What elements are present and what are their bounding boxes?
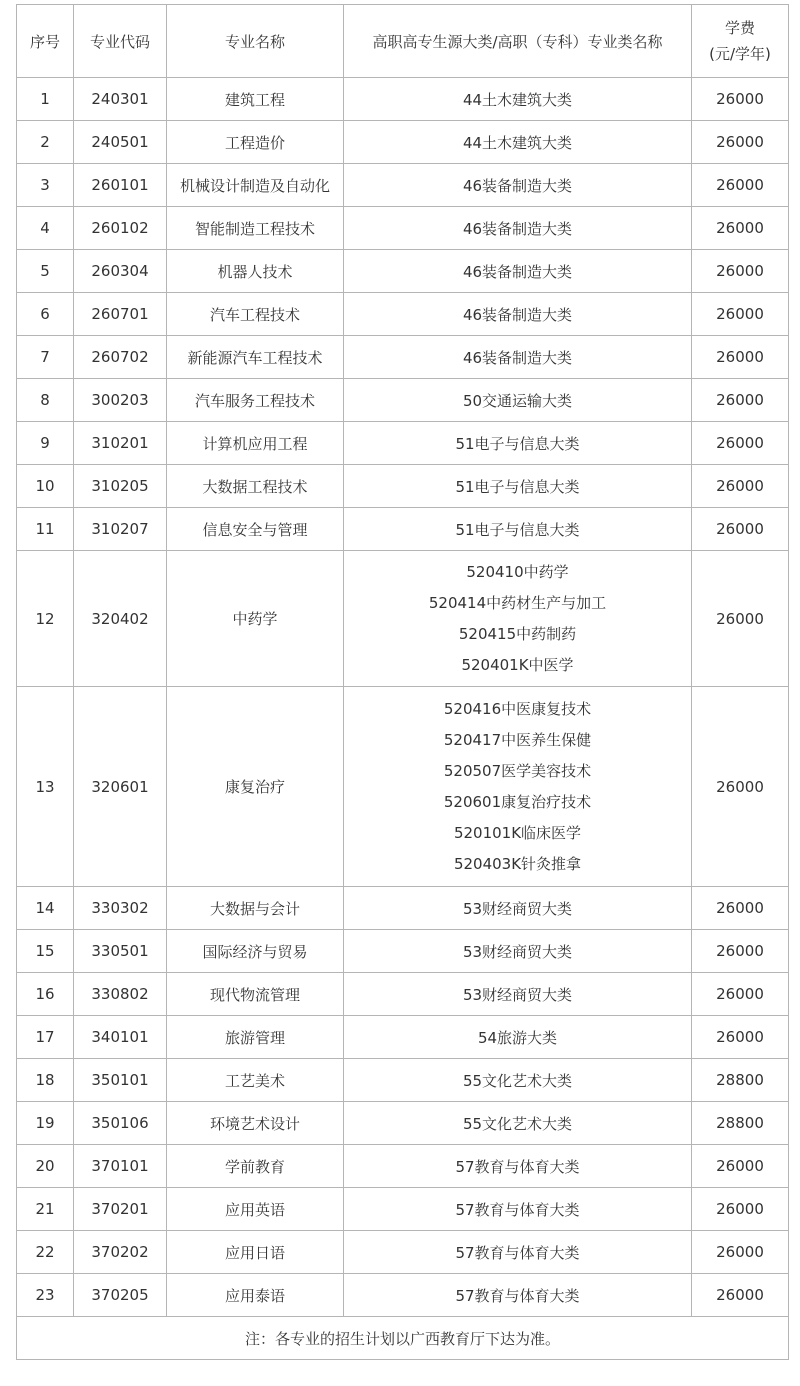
category-line: 520507医学美容技术 bbox=[443, 761, 592, 780]
cell-code: 340101 bbox=[74, 1016, 167, 1059]
table-row bbox=[17, 1231, 789, 1274]
table-row bbox=[17, 1059, 789, 1102]
category-line: 520415中药制药 bbox=[458, 624, 577, 643]
cell-category: 57教育与体育大类 bbox=[344, 1188, 692, 1231]
table-row bbox=[17, 293, 789, 336]
cell-code: 350106 bbox=[74, 1102, 167, 1145]
category-line: 520410中药学 bbox=[466, 562, 569, 581]
table-row bbox=[17, 1016, 789, 1059]
table-row bbox=[17, 422, 789, 465]
table-row bbox=[17, 250, 789, 293]
header-fee bbox=[692, 5, 789, 78]
cell-category: 44土木建筑大类 bbox=[344, 78, 692, 121]
table-row bbox=[17, 336, 789, 379]
cell-fee: 26000 bbox=[692, 973, 789, 1016]
cell-category: 53财经商贸大类 bbox=[344, 887, 692, 930]
cell-name: 应用日语 bbox=[167, 1231, 344, 1274]
cell-name: 汽车工程技术 bbox=[167, 293, 344, 336]
cell-name: 机械设计制造及自动化 bbox=[167, 164, 344, 207]
table-row bbox=[17, 687, 789, 887]
cell-index: 9 bbox=[17, 422, 74, 465]
cell-index: 8 bbox=[17, 379, 74, 422]
cell-fee: 26000 bbox=[692, 465, 789, 508]
cell-fee: 26000 bbox=[692, 1016, 789, 1059]
header-fee-label: 学费 bbox=[724, 19, 755, 37]
cell-category: 46装备制造大类 bbox=[344, 250, 692, 293]
cell-category: 46装备制造大类 bbox=[344, 336, 692, 379]
cell-name: 学前教育 bbox=[167, 1145, 344, 1188]
category-line: 520417中医养生保健 bbox=[443, 730, 592, 749]
cell-index: 3 bbox=[17, 164, 74, 207]
cell-fee: 28800 bbox=[692, 1102, 789, 1145]
cell-fee: 26000 bbox=[692, 1274, 789, 1317]
cell-index: 19 bbox=[17, 1102, 74, 1145]
cell-name: 应用泰语 bbox=[167, 1274, 344, 1317]
cell-code: 300203 bbox=[74, 379, 167, 422]
cell-name: 建筑工程 bbox=[167, 78, 344, 121]
cell-category: 46装备制造大类 bbox=[344, 207, 692, 250]
table-row bbox=[17, 1188, 789, 1231]
cell-code: 330802 bbox=[74, 973, 167, 1016]
cell-category bbox=[344, 551, 692, 687]
cell-code: 260101 bbox=[74, 164, 167, 207]
cell-code: 330501 bbox=[74, 930, 167, 973]
cell-category: 55文化艺术大类 bbox=[344, 1059, 692, 1102]
cell-index: 7 bbox=[17, 336, 74, 379]
cell-category: 54旅游大类 bbox=[344, 1016, 692, 1059]
category-line: 520401K中医学 bbox=[461, 655, 574, 674]
cell-fee: 26000 bbox=[692, 1145, 789, 1188]
cell-fee: 26000 bbox=[692, 293, 789, 336]
cell-category: 57教育与体育大类 bbox=[344, 1231, 692, 1274]
category-line: 520403K针灸推拿 bbox=[453, 854, 582, 873]
cell-name: 计算机应用工程 bbox=[167, 422, 344, 465]
header-code: 专业代码 bbox=[74, 5, 167, 78]
cell-index: 2 bbox=[17, 121, 74, 164]
category-line: 520101K临床医学 bbox=[453, 823, 582, 842]
cell-code: 240501 bbox=[74, 121, 167, 164]
cell-code: 260702 bbox=[74, 336, 167, 379]
cell-category: 44土木建筑大类 bbox=[344, 121, 692, 164]
table-row bbox=[17, 1102, 789, 1145]
cell-fee: 26000 bbox=[692, 887, 789, 930]
cell-category: 55文化艺术大类 bbox=[344, 1102, 692, 1145]
cell-code: 310205 bbox=[74, 465, 167, 508]
cell-code: 350101 bbox=[74, 1059, 167, 1102]
tuition-table bbox=[16, 4, 789, 1360]
table-row bbox=[17, 508, 789, 551]
cell-index: 11 bbox=[17, 508, 74, 551]
category-line: 520416中医康复技术 bbox=[443, 699, 592, 718]
cell-index: 22 bbox=[17, 1231, 74, 1274]
cell-index: 14 bbox=[17, 887, 74, 930]
category-line: 520601康复治疗技术 bbox=[443, 792, 592, 811]
table-row bbox=[17, 551, 789, 687]
cell-index: 13 bbox=[17, 687, 74, 887]
cell-category: 53财经商贸大类 bbox=[344, 930, 692, 973]
cell-index: 21 bbox=[17, 1188, 74, 1231]
cell-code: 260102 bbox=[74, 207, 167, 250]
cell-index: 1 bbox=[17, 78, 74, 121]
cell-name: 现代物流管理 bbox=[167, 973, 344, 1016]
cell-name: 信息安全与管理 bbox=[167, 508, 344, 551]
table-row bbox=[17, 164, 789, 207]
table-row bbox=[17, 973, 789, 1016]
cell-fee: 26000 bbox=[692, 1188, 789, 1231]
cell-fee: 26000 bbox=[692, 1231, 789, 1274]
cell-name: 工程造价 bbox=[167, 121, 344, 164]
cell-fee: 26000 bbox=[692, 164, 789, 207]
cell-category: 46装备制造大类 bbox=[344, 164, 692, 207]
cell-name: 智能制造工程技术 bbox=[167, 207, 344, 250]
cell-index: 12 bbox=[17, 551, 74, 687]
cell-code: 370101 bbox=[74, 1145, 167, 1188]
cell-index: 10 bbox=[17, 465, 74, 508]
cell-category: 57教育与体育大类 bbox=[344, 1145, 692, 1188]
category-line: 520414中药材生产与加工 bbox=[428, 593, 607, 612]
cell-name: 旅游管理 bbox=[167, 1016, 344, 1059]
cell-category: 53财经商贸大类 bbox=[344, 973, 692, 1016]
cell-fee: 26000 bbox=[692, 422, 789, 465]
cell-category: 57教育与体育大类 bbox=[344, 1274, 692, 1317]
cell-index: 6 bbox=[17, 293, 74, 336]
cell-fee: 26000 bbox=[692, 379, 789, 422]
header-index: 序号 bbox=[17, 5, 74, 78]
header-name: 专业名称 bbox=[167, 5, 344, 78]
cell-fee: 26000 bbox=[692, 336, 789, 379]
cell-index: 18 bbox=[17, 1059, 74, 1102]
cell-fee: 26000 bbox=[692, 207, 789, 250]
table-row bbox=[17, 207, 789, 250]
table-row bbox=[17, 887, 789, 930]
cell-fee: 26000 bbox=[692, 121, 789, 164]
cell-category: 51电子与信息大类 bbox=[344, 465, 692, 508]
note-row bbox=[17, 1317, 789, 1360]
cell-name: 大数据工程技术 bbox=[167, 465, 344, 508]
cell-name: 应用英语 bbox=[167, 1188, 344, 1231]
cell-code: 310207 bbox=[74, 508, 167, 551]
cell-name: 新能源汽车工程技术 bbox=[167, 336, 344, 379]
cell-fee: 28800 bbox=[692, 1059, 789, 1102]
cell-name: 大数据与会计 bbox=[167, 887, 344, 930]
table-row bbox=[17, 1274, 789, 1317]
cell-category: 46装备制造大类 bbox=[344, 293, 692, 336]
cell-index: 4 bbox=[17, 207, 74, 250]
cell-index: 20 bbox=[17, 1145, 74, 1188]
cell-index: 17 bbox=[17, 1016, 74, 1059]
cell-code: 370201 bbox=[74, 1188, 167, 1231]
cell-fee: 26000 bbox=[692, 508, 789, 551]
cell-category: 51电子与信息大类 bbox=[344, 422, 692, 465]
cell-name: 机器人技术 bbox=[167, 250, 344, 293]
cell-fee: 26000 bbox=[692, 551, 789, 687]
table-body bbox=[17, 78, 789, 1317]
table-row bbox=[17, 930, 789, 973]
cell-category bbox=[344, 687, 692, 887]
cell-fee: 26000 bbox=[692, 930, 789, 973]
cell-code: 310201 bbox=[74, 422, 167, 465]
cell-fee: 26000 bbox=[692, 250, 789, 293]
cell-name: 工艺美术 bbox=[167, 1059, 344, 1102]
cell-name: 汽车服务工程技术 bbox=[167, 379, 344, 422]
cell-name: 国际经济与贸易 bbox=[167, 930, 344, 973]
cell-name: 中药学 bbox=[167, 551, 344, 687]
cell-fee: 26000 bbox=[692, 687, 789, 887]
cell-category: 51电子与信息大类 bbox=[344, 508, 692, 551]
table-row bbox=[17, 78, 789, 121]
cell-code: 320601 bbox=[74, 687, 167, 887]
cell-code: 260304 bbox=[74, 250, 167, 293]
table-row bbox=[17, 465, 789, 508]
cell-index: 15 bbox=[17, 930, 74, 973]
cell-index: 16 bbox=[17, 973, 74, 1016]
table-row bbox=[17, 121, 789, 164]
table-row bbox=[17, 1145, 789, 1188]
cell-code: 330302 bbox=[74, 887, 167, 930]
cell-index: 23 bbox=[17, 1274, 74, 1317]
cell-index: 5 bbox=[17, 250, 74, 293]
cell-category: 50交通运输大类 bbox=[344, 379, 692, 422]
cell-code: 370205 bbox=[74, 1274, 167, 1317]
cell-name: 环境艺术设计 bbox=[167, 1102, 344, 1145]
cell-code: 320402 bbox=[74, 551, 167, 687]
cell-name: 康复治疗 bbox=[167, 687, 344, 887]
note-text: 注：各专业的招生计划以广西教育厅下达为准。 bbox=[17, 1317, 789, 1360]
cell-code: 370202 bbox=[74, 1231, 167, 1274]
table-row bbox=[17, 379, 789, 422]
header-category: 高职高专生源大类/高职（专科）专业类名称 bbox=[344, 5, 692, 78]
header-fee-unit: (元/学年) bbox=[709, 45, 771, 63]
cell-code: 240301 bbox=[74, 78, 167, 121]
cell-fee: 26000 bbox=[692, 78, 789, 121]
table-header-row bbox=[17, 5, 789, 78]
cell-code: 260701 bbox=[74, 293, 167, 336]
